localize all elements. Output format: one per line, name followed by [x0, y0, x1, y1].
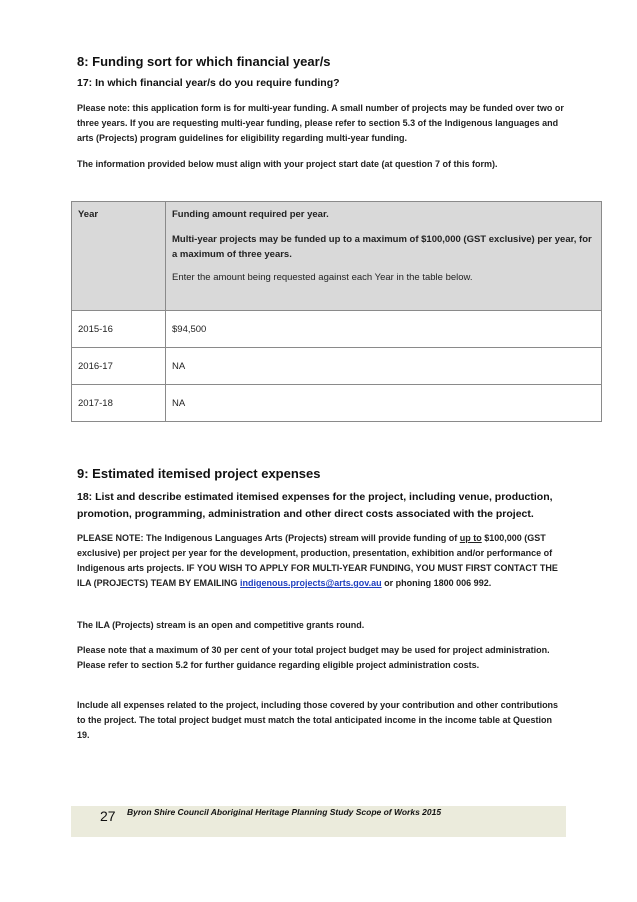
page-number: 27: [100, 808, 116, 824]
amount-header-title: Funding amount required per year.: [172, 209, 329, 220]
amount-header-note: Enter the amount being requested against each Year in the table below.: [172, 272, 473, 283]
table-row: [72, 385, 602, 422]
table-header-row: [72, 202, 602, 311]
section-8-heading: 8: Funding sort for which financial year/s: [77, 54, 331, 69]
amount-cell[interactable]: NA: [166, 348, 602, 385]
year-cell: 2016-17: [72, 348, 166, 385]
admin-note: Please note that a maximum of 30 per cent of your total project budget may be used for project administration. Please refer to section 5.2 for further guidance regarding eligible project administration costs.: [77, 645, 550, 670]
please-note-up-to: up to: [459, 533, 482, 543]
section-9-heading: 9: Estimated itemised project expenses: [77, 466, 321, 481]
question-17: 17: In which financial year/s do you require funding?: [77, 77, 340, 89]
amount-header-cell: [166, 202, 602, 311]
please-note-text-b: $100,000 (GST exclusive) per project per year for the development, production, presentation, exhibition and/or performance of Indigenous arts projects. IF YOU WISH TO APPLY FOR MULTI-YEAR FUNDING, YOU MUST FIRST CONTACT THE ILA (PROJECTS) TEAM BY EMAILING: [77, 533, 558, 588]
multi-year-note: Please note: this application form is for multi-year funding. A small number of projects may be funded over two or three years. If you are requesting multi-year funding, please refer to section 5.3 of the Indigenous languages and arts (Projects) program guidelines for eligibility regarding multi-year funding.: [77, 103, 564, 143]
email-link[interactable]: indigenous.projects@arts.gov.au: [240, 578, 382, 588]
footer-title: Byron Shire Council Aboriginal Heritage Planning Study Scope of Works 2015: [127, 807, 442, 817]
table-row: [72, 348, 602, 385]
include-note: Include all expenses related to the project, including those covered by your contribution and other contributions to the project. The total project budget must match the total anticipated income in the income table at Question 19.: [77, 700, 559, 740]
align-note: The information provided below must align with your project start date (at question 7 of this form).: [77, 159, 498, 169]
please-note-text-c: or phoning 1800 006 992.: [381, 578, 492, 588]
open-round-note: The ILA (Projects) stream is an open and competitive grants round.: [77, 620, 365, 630]
year-header: Year: [78, 209, 99, 220]
please-note-text-a: PLEASE NOTE: The Indigenous Languages Arts (Projects) stream will provide funding of: [77, 533, 460, 543]
year-cell: 2017-18: [72, 385, 166, 422]
question-18: 18: List and describe estimated itemised expenses for the project, including venue, production, promotion, programming, administration and other direct costs associated with the project.: [77, 491, 553, 520]
amount-header-subtitle: Multi-year projects may be funded up to a maximum of $100,000 (GST exclusive) per year, for a maximum of three years.: [172, 234, 592, 260]
table-row: [72, 311, 602, 348]
amount-cell[interactable]: NA: [166, 385, 602, 422]
year-cell: 2015-16: [72, 311, 166, 348]
funding-table: [71, 201, 602, 422]
please-note-paragraph: [77, 531, 567, 591]
amount-cell[interactable]: $94,500: [166, 311, 602, 348]
page-footer: [71, 806, 566, 837]
year-header-cell: [72, 202, 166, 311]
